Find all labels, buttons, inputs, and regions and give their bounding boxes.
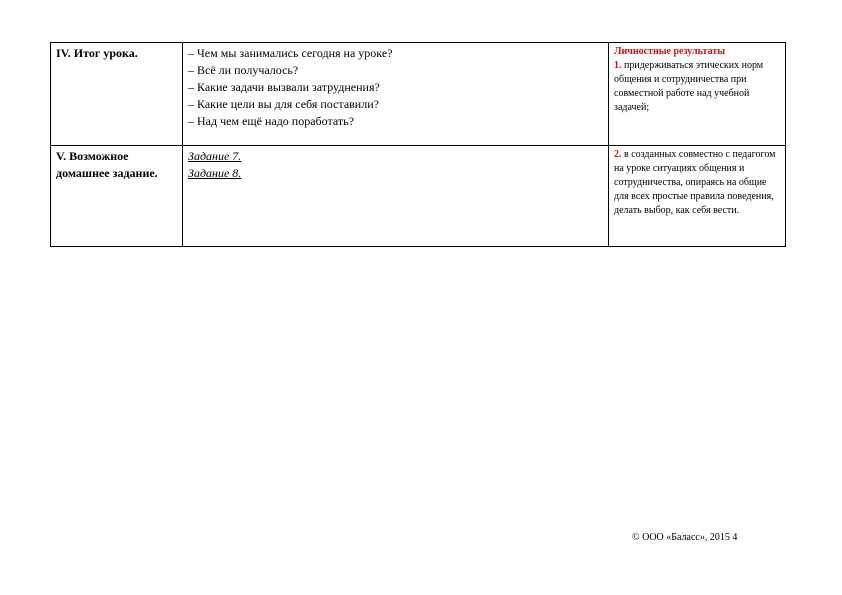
result-text: в созданных совместно с педагогом на уроке ситуациях общения и сотрудничества, опираясь на общие для всех простые правила поведения, делать выбор, как себя вести.	[614, 149, 776, 216]
results-heading: Личностные результаты	[614, 46, 726, 57]
question-line: – Какие цели вы для себя поставили?	[188, 97, 379, 111]
result-number: 1.	[614, 60, 622, 71]
copyright-footer: © ООО «Баласс», 2015 4	[632, 532, 738, 543]
table-row	[51, 43, 786, 146]
content-cell	[183, 43, 609, 146]
question-line: – Всё ли получалось?	[188, 63, 299, 77]
results-cell	[609, 146, 786, 247]
lesson-table	[50, 42, 786, 247]
results-cell	[609, 43, 786, 146]
result-number: 2.	[614, 149, 622, 160]
homework-task: Задание 8.	[188, 166, 242, 180]
stage-title: Возможное домашнее задание.	[56, 149, 158, 180]
homework-task: Задание 7.	[188, 149, 242, 163]
stage-title: Итог урока.	[70, 46, 138, 60]
question-line: – Какие задачи вызвали затруднения?	[188, 80, 380, 94]
question-line: – Над чем ещё надо поработать?	[188, 114, 354, 128]
question-line: – Чем мы занимались сегодня на уроке?	[188, 46, 393, 60]
stage-number: IV.	[56, 46, 71, 60]
stage-cell	[51, 43, 183, 146]
content-cell	[183, 146, 609, 247]
stage-cell	[51, 146, 183, 247]
stage-number: V.	[56, 149, 67, 163]
table-row	[51, 146, 786, 247]
result-text: придерживаться этических норм общения и сотрудничества при совместной работе над учебной задачей;	[614, 60, 764, 113]
